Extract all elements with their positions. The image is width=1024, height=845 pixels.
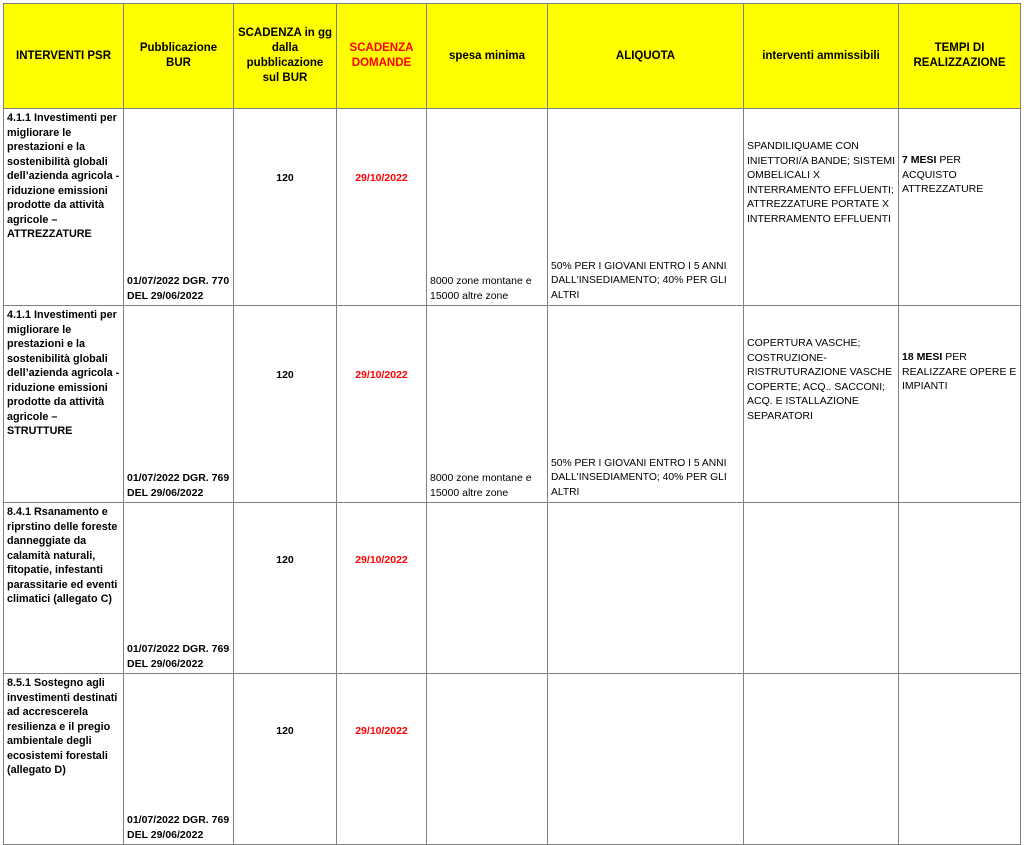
table-row bbox=[4, 503, 1021, 674]
intervento-cell: 8.5.1 Sostegno agli investimenti destinati ad accrescerela resilienza e il pregio ambientale degli ecosistemi forestali (allegato D) bbox=[4, 674, 124, 845]
tempi-rest: PER ACQUISTO ATTREZZATURE bbox=[902, 154, 984, 195]
spesa-cell bbox=[427, 674, 548, 845]
ammissibili-cell: COPERTURA VASCHE; COSTRUZIONE-RISTRUTURAZIONE VASCHE COPERTE; ACQ.. SACCONI; ACQ. E ISTALLAZIONE SEPARATORI bbox=[744, 306, 899, 503]
aliquota-cell bbox=[548, 674, 744, 845]
intervento-cell: 4.1.1 Investimenti per migliorare le prestazioni e la sostenibilità globali dell’azienda agricola - riduzione emissioni prodotte da attività agricole – STRUTTURE bbox=[4, 306, 124, 503]
header-row bbox=[4, 4, 1021, 109]
spesa-cell bbox=[427, 503, 548, 674]
intervento-cell: 4.1.1 Investimenti per migliorare le prestazioni e la sostenibilità globali dell’azienda agricola - riduzione emissioni prodotte da attività agricole – ATTREZZATURE bbox=[4, 109, 124, 306]
giorni-cell: 120 bbox=[234, 306, 337, 503]
spesa-cell: 8000 zone montane e 15000 altre zone bbox=[427, 306, 548, 503]
psr-table bbox=[3, 3, 1021, 845]
pubblicazione-cell: 01/07/2022 DGR. 770 DEL 29/06/2022 bbox=[124, 109, 234, 306]
pubblicazione-cell: 01/07/2022 DGR. 769 DEL 29/06/2022 bbox=[124, 503, 234, 674]
giorni-cell: 120 bbox=[234, 674, 337, 845]
ammissibili-cell bbox=[744, 503, 899, 674]
tempi-cell bbox=[899, 306, 1021, 503]
header-aliquota: ALIQUOTA bbox=[548, 4, 744, 109]
header-spesa-minima: spesa minima bbox=[427, 4, 548, 109]
giorni-cell: 120 bbox=[234, 109, 337, 306]
table-row bbox=[4, 109, 1021, 306]
scadenza-cell: 29/10/2022 bbox=[337, 109, 427, 306]
table-row bbox=[4, 674, 1021, 845]
tempi-bold: 7 MESI bbox=[902, 154, 937, 166]
header-scadenza-gg: SCADENZA in gg dalla pubblicazione sul BUR bbox=[234, 4, 337, 109]
header-interventi: INTERVENTI PSR bbox=[4, 4, 124, 109]
header-pubblicazione: Pubblicazione BUR bbox=[124, 4, 234, 109]
intervento-cell: 8.4.1 Rsanamento e riprstino delle foreste danneggiate da calamità naturali, fitopatie, infestanti parassitarie ed eventi climatici (allegato C) bbox=[4, 503, 124, 674]
scadenza-cell: 29/10/2022 bbox=[337, 503, 427, 674]
tempi-cell bbox=[899, 109, 1021, 306]
tempi-bold: 18 MESI bbox=[902, 351, 943, 363]
header-scadenza-domande: SCADENZA DOMANDE bbox=[337, 4, 427, 109]
ammissibili-cell: SPANDILIQUAME CON INIETTORI/A BANDE; SISTEMI OMBELICALI X INTERRAMENTO EFFLUENTI; ATTREZZATURE PORTATE X INTERRAMENTO EFFLUENTI bbox=[744, 109, 899, 306]
ammissibili-cell bbox=[744, 674, 899, 845]
giorni-cell: 120 bbox=[234, 503, 337, 674]
pubblicazione-cell: 01/07/2022 DGR. 769 DEL 29/06/2022 bbox=[124, 674, 234, 845]
aliquota-cell: 50% PER I GIOVANI ENTRO I 5 ANNI DALL'INSEDIAMENTO; 40% PER GLI ALTRI bbox=[548, 306, 744, 503]
table-row bbox=[4, 306, 1021, 503]
tempi-rest: PER REALIZZARE OPERE E IMPIANTI bbox=[902, 351, 1017, 392]
aliquota-cell: 50% PER I GIOVANI ENTRO I 5 ANNI DALL'INSEDIAMENTO; 40% PER GLI ALTRI bbox=[548, 109, 744, 306]
scadenza-cell: 29/10/2022 bbox=[337, 674, 427, 845]
aliquota-cell bbox=[548, 503, 744, 674]
scadenza-cell: 29/10/2022 bbox=[337, 306, 427, 503]
tempi-cell bbox=[899, 503, 1021, 674]
pubblicazione-cell: 01/07/2022 DGR. 769 DEL 29/06/2022 bbox=[124, 306, 234, 503]
header-tempi: TEMPI DI REALIZZAZIONE bbox=[899, 4, 1021, 109]
spesa-cell: 8000 zone montane e 15000 altre zone bbox=[427, 109, 548, 306]
header-ammissibili: interventi ammissibili bbox=[744, 4, 899, 109]
tempi-cell bbox=[899, 674, 1021, 845]
